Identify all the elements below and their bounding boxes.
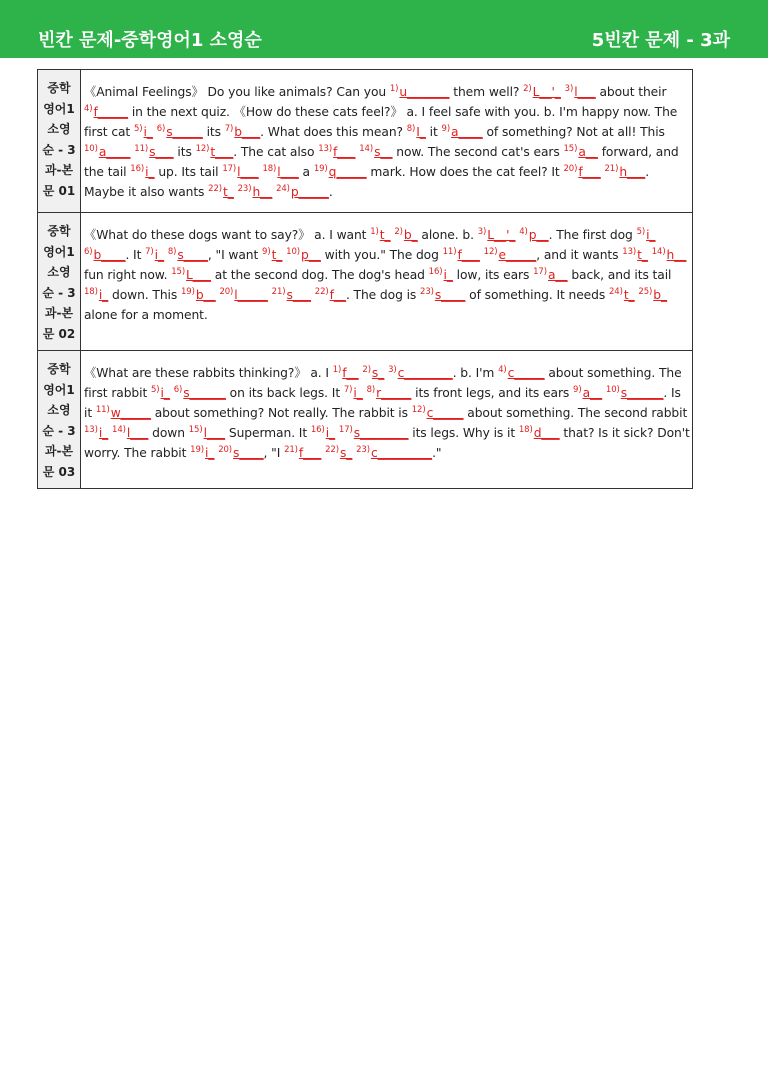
blank-number: 8): [366, 385, 376, 395]
blank-number: 10): [84, 144, 98, 154]
blank-number: 11): [442, 247, 457, 257]
passage-fragment: its front legs, and its ears: [411, 386, 574, 400]
blank-number: 5): [636, 227, 646, 237]
passage-text: [81, 351, 693, 489]
passage-fragment: at the second dog. The dog's head: [210, 268, 429, 282]
blank-answer: f___: [578, 165, 601, 179]
blank-answer: a____: [98, 145, 131, 159]
passage-fragment: 《What do these dogs want to say?》 a. I want: [84, 228, 371, 242]
row-label: 중학 영어1 소영 순 - 3 과-본 문 03: [38, 351, 81, 489]
passage-fragment: . Maybe it also wants: [84, 165, 649, 199]
blank-answer: t_: [223, 185, 234, 199]
blank-answer: u_______: [399, 85, 450, 99]
blank-number: 6): [156, 124, 166, 134]
blank-answer: f___: [457, 248, 480, 262]
passage-fragment: . The dog is: [345, 288, 421, 302]
passage-fragment: down: [148, 426, 189, 440]
blank-number: 9): [262, 247, 271, 257]
passage-fragment: about something. The first rabbit: [84, 366, 682, 400]
blank-answer: s________: [353, 426, 409, 440]
blank-number: 22): [325, 445, 339, 455]
blank-number: 7): [343, 385, 353, 395]
passage-fragment: fun right now.: [84, 268, 172, 282]
blank-answer: s_____: [166, 125, 203, 139]
passage-fragment: of something. It needs: [465, 288, 609, 302]
blank-answer: L___: [186, 268, 211, 282]
passage-fragment: 《What are these rabbits thinking?》 a. I: [84, 366, 333, 380]
blank-number: 9): [441, 124, 451, 134]
passage-fragment: . What does this mean?: [260, 125, 407, 139]
blank-answer: b___: [234, 125, 261, 139]
passage-fragment: its: [202, 125, 225, 139]
blank-number: 4): [519, 227, 528, 237]
blank-answer: c_____: [426, 406, 464, 420]
blank-answer: r_____: [376, 386, 412, 400]
blank-answer: I_: [416, 125, 426, 139]
passage-fragment: a: [298, 165, 314, 179]
blank-answer: i_: [145, 165, 155, 179]
blank-number: 22): [208, 184, 223, 194]
blank-number: 11): [134, 144, 149, 154]
blank-answer: a__: [547, 268, 568, 282]
blank-answer: q_____: [328, 165, 367, 179]
blank-number: 7): [224, 124, 234, 134]
worksheet-row: [38, 70, 693, 213]
blank-answer: s______: [183, 386, 226, 400]
blank-answer: i_: [205, 446, 215, 460]
blank-number: 18): [518, 425, 533, 435]
blank-number: 15): [188, 425, 203, 435]
blank-number: 13): [84, 425, 98, 435]
worksheet-table: [37, 69, 693, 489]
blank-answer: s___: [149, 145, 174, 159]
worksheet-row: [38, 213, 693, 351]
passage-fragment: 《Animal Feelings》 Do you like animals? Can you: [84, 85, 390, 99]
blank-number: 14): [359, 144, 374, 154]
passage-fragment: down. This: [108, 288, 181, 302]
blank-number: 11): [95, 405, 110, 415]
blank-answer: c_____: [507, 366, 545, 380]
blank-answer: e_____: [498, 248, 537, 262]
passage-fragment: .": [432, 446, 442, 460]
passage-fragment: about something? Not really. The rabbit is: [150, 406, 412, 420]
blank-answer: h__: [666, 248, 687, 262]
blank-number: 4): [498, 365, 507, 375]
passage-fragment: its: [173, 145, 196, 159]
blank-answer: i_: [98, 288, 109, 302]
blank-answer: s_: [371, 366, 385, 380]
blank-answer: L__'_: [487, 228, 516, 242]
blank-number: 9): [573, 385, 582, 395]
blank-answer: a__: [578, 145, 598, 159]
blank-answer: s____: [233, 446, 264, 460]
blank-answer: c________: [397, 366, 453, 380]
header-title: 빈칸 문제-중학영어1 소영순: [38, 30, 262, 51]
blank-number: 1): [332, 365, 342, 375]
passage-fragment: up. Its tail: [154, 165, 223, 179]
blank-number: 12): [195, 144, 210, 154]
blank-number: 19): [190, 445, 204, 455]
blank-answer: t_: [379, 228, 391, 242]
blank-number: 13): [622, 247, 637, 257]
page-header: [0, 0, 768, 58]
passage-fragment: .: [328, 185, 333, 199]
blank-number: 16): [130, 164, 145, 174]
blank-number: 8): [167, 247, 177, 257]
blank-answer: s__: [374, 145, 393, 159]
blank-number: 10): [605, 385, 620, 395]
blank-number: 7): [145, 247, 154, 257]
passage-fragment: , "I want: [207, 248, 263, 262]
blank-answer: s____: [177, 248, 208, 262]
blank-number: 24): [608, 287, 623, 297]
passage-text: [81, 213, 693, 351]
passage-fragment: it: [425, 125, 442, 139]
blank-answer: s___: [286, 288, 311, 302]
blank-number: 20): [218, 445, 233, 455]
blank-number: 19): [180, 287, 195, 297]
passage-fragment: [363, 386, 367, 400]
passage-fragment: , "I: [263, 446, 285, 460]
blank-answer: f__: [342, 366, 359, 380]
blank-answer: i_: [160, 386, 170, 400]
blank-answer: i_: [143, 125, 153, 139]
blank-number: 21): [271, 287, 286, 297]
blank-answer: f___: [298, 446, 322, 460]
passage-fragment: its legs. Why is it: [408, 426, 519, 440]
blank-number: 20): [219, 287, 234, 297]
blank-answer: i_: [646, 228, 656, 242]
blank-number: 5): [151, 385, 160, 395]
passage-fragment: mark. How does the cat feel? It: [366, 165, 564, 179]
blank-answer: t_: [637, 248, 648, 262]
blank-number: 15): [171, 267, 186, 277]
blank-number: 3): [564, 84, 574, 94]
blank-answer: t_: [271, 248, 283, 262]
blank-number: 3): [477, 227, 487, 237]
blank-number: 5): [133, 124, 143, 134]
blank-answer: f___: [333, 145, 356, 159]
blank-answer: h___: [619, 165, 646, 179]
blank-answer: h__: [252, 185, 273, 199]
blank-answer: i_: [353, 386, 363, 400]
blank-number: 23): [237, 184, 252, 194]
passage-fragment: Superman. It: [225, 426, 311, 440]
passage-fragment: [601, 165, 605, 179]
passage-fragment: forward, and the tail: [84, 145, 679, 179]
blank-number: 16): [428, 267, 443, 277]
blank-answer: s____: [434, 288, 466, 302]
blank-number: 16): [310, 425, 325, 435]
passage-fragment: , and it wants: [536, 248, 623, 262]
passage-fragment: on its back legs. It: [225, 386, 344, 400]
blank-answer: c_________: [370, 446, 433, 460]
passage-fragment: back, and its tail: [567, 268, 672, 282]
blank-number: 25): [638, 287, 653, 297]
blank-number: 4): [84, 104, 93, 114]
passage-fragment: now. The second cat's ears: [392, 145, 564, 159]
blank-answer: a____: [451, 125, 483, 139]
blank-number: 23): [356, 445, 370, 455]
passage-fragment: . Is it: [84, 386, 681, 420]
blank-answer: i_: [325, 426, 336, 440]
passage-fragment: . It: [125, 248, 146, 262]
blank-answer: w_____: [110, 406, 151, 420]
blank-number: 6): [84, 247, 93, 257]
blank-number: 2): [362, 365, 371, 375]
blank-answer: a__: [582, 386, 603, 400]
blank-number: 18): [84, 287, 98, 297]
blank-answer: l_____: [234, 288, 268, 302]
blank-answer: i_: [154, 248, 165, 262]
passage-fragment: in the next quiz. 《How do these cats feel?》 a. I feel safe with you. b. I'm happy now. The first cat: [84, 105, 678, 139]
blank-number: 13): [318, 144, 333, 154]
blank-number: 14): [112, 425, 126, 435]
blank-answer: p__: [528, 228, 549, 242]
blank-number: 2): [523, 84, 532, 94]
blank-number: 6): [173, 385, 183, 395]
passage-fragment: of something? Not at all! This: [482, 125, 665, 139]
passage-fragment: . The first dog: [548, 228, 637, 242]
passage-fragment: alone. b.: [417, 228, 478, 242]
blank-answer: s_: [339, 446, 353, 460]
blank-answer: d___: [533, 426, 560, 440]
blank-answer: b_: [403, 228, 418, 242]
blank-number: 10): [286, 247, 300, 257]
blank-answer: f_____: [93, 105, 129, 119]
blank-number: 12): [483, 247, 498, 257]
blank-answer: l___: [203, 426, 226, 440]
blank-number: 18): [262, 164, 277, 174]
passage-fragment: alone for a moment.: [84, 308, 208, 322]
blank-number: 14): [651, 247, 666, 257]
blank-answer: l___: [574, 85, 596, 99]
blank-number: 19): [313, 164, 328, 174]
passage-text: [81, 70, 693, 213]
blank-answer: t_: [623, 288, 635, 302]
blank-number: 24): [276, 184, 290, 194]
passage-fragment: them well?: [449, 85, 524, 99]
blank-answer: t___: [210, 145, 234, 159]
passage-fragment: about something. The second rabbit: [463, 406, 688, 420]
blank-answer: l___: [237, 165, 259, 179]
blank-number: 21): [284, 445, 298, 455]
passage-fragment: with you." The dog: [320, 248, 443, 262]
blank-answer: l___: [277, 165, 299, 179]
blank-answer: b_: [653, 288, 668, 302]
blank-number: 20): [563, 164, 578, 174]
blank-answer: p_____: [290, 185, 329, 199]
blank-answer: s______: [620, 386, 664, 400]
blank-number: 12): [411, 405, 426, 415]
row-label: 중학 영어1 소영 순 - 3 과-본 문 01: [38, 70, 81, 213]
blank-number: 1): [370, 227, 379, 237]
blank-number: 21): [604, 164, 619, 174]
blank-number: 3): [388, 365, 397, 375]
blank-answer: L__'_: [532, 85, 561, 99]
row-label: 중학 영어1 소영 순 - 3 과-본 문 02: [38, 213, 81, 351]
blank-answer: b__: [195, 288, 216, 302]
blank-number: 8): [406, 124, 416, 134]
passage-fragment: low, its ears: [452, 268, 534, 282]
blank-answer: i_: [98, 426, 109, 440]
blank-number: 15): [563, 144, 578, 154]
blank-number: 17): [338, 425, 353, 435]
worksheet-row: [38, 351, 693, 489]
blank-answer: f__: [329, 288, 346, 302]
blank-number: 22): [314, 287, 329, 297]
header-lesson-label: 5빈칸 문제 - 3과: [591, 30, 730, 51]
blank-number: 17): [222, 164, 237, 174]
passage-fragment: about their: [595, 85, 667, 99]
blank-answer: b____: [93, 248, 126, 262]
blank-answer: i_: [443, 268, 453, 282]
blank-answer: l___: [126, 426, 149, 440]
blank-answer: p__: [301, 248, 321, 262]
blank-number: 17): [533, 267, 547, 277]
passage-fragment: that? Is it sick? Don't worry. The rabbit: [84, 426, 690, 460]
blank-number: 23): [420, 287, 434, 297]
passage-fragment: . The cat also: [233, 145, 319, 159]
passage-fragment: . b. I'm: [452, 366, 499, 380]
blank-number: 2): [394, 227, 403, 237]
blank-number: 1): [389, 84, 399, 94]
